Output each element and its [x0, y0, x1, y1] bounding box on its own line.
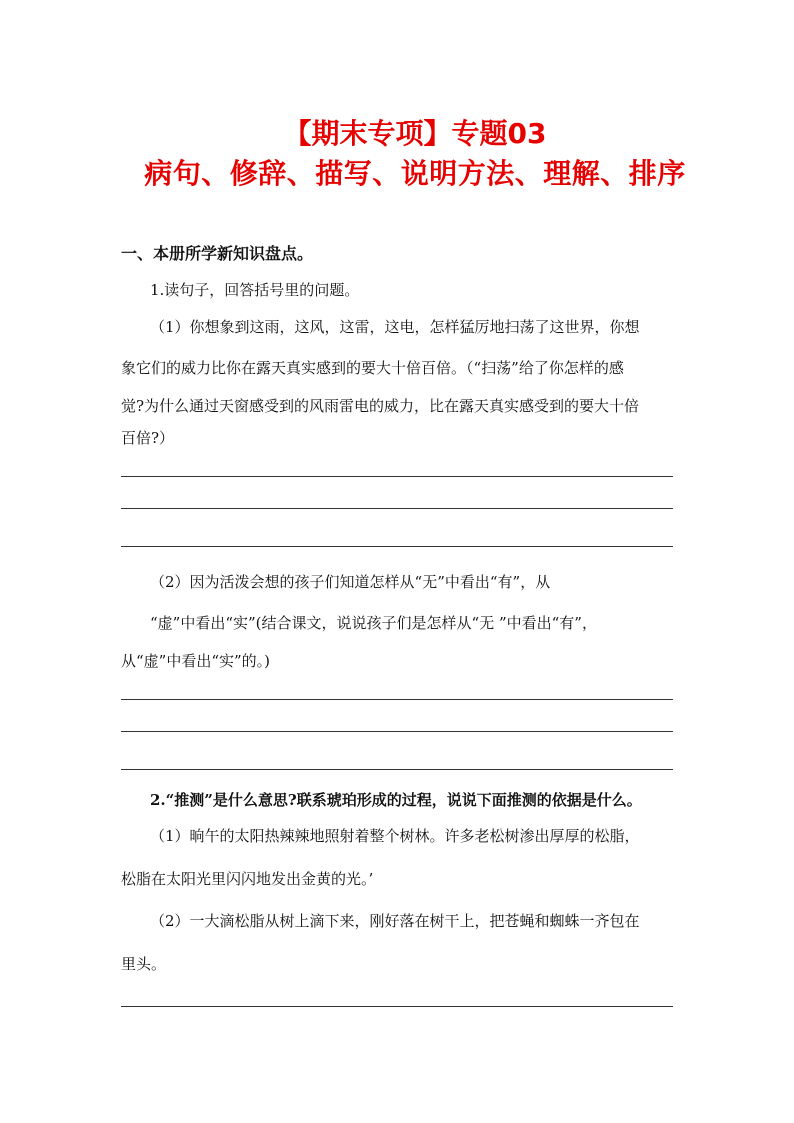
q2-part1-line: 松脂在太阳光里闪闪地发出金黄的光。’ [121, 870, 374, 888]
q2-part2-line: （2）一大滴松脂从树上滴下来，刚好落在树干上，把苍蝇和蜘蛛一齐包在 [150, 912, 640, 930]
answer-line[interactable] [121, 508, 673, 509]
section-heading: 一、本册所学新知识盘点。 [121, 244, 314, 263]
answer-line[interactable] [121, 546, 673, 547]
answer-line[interactable] [121, 699, 673, 700]
q2-part2-line: 里头。 [121, 955, 167, 973]
q1-part2-line: 从“虚”中看出“实”的。) [121, 652, 271, 670]
answer-line[interactable] [121, 769, 673, 770]
q1-part1-line: 象它们的威力比你在露天真实感到的要大十倍百倍。（“扫荡”给了你怎样的感 [121, 359, 624, 377]
question-1-prompt: 1.读句子，回答括号里的问题。 [150, 281, 360, 299]
q1-part2-line: “虚”中看出“实”(结合课文，说说孩子们是怎样从“无 ”中看出“有”， [150, 614, 597, 632]
q1-part1-line: 百倍?） [121, 429, 175, 447]
q2-part1-line: （1）晌午的太阳热辣辣地照射着整个树林。许多老松树渗出厚厚的松脂， [150, 827, 640, 845]
page-subtitle: 病句、修辞、描写、说明方法、理解、排序 [144, 157, 686, 190]
q1-part1-line: （1）你想象到这雨，这风，这雷，这电，怎样猛厉地扫荡了这世界，你想 [150, 318, 640, 336]
page-title: 【期末专项】专题03 [283, 117, 547, 150]
answer-line[interactable] [121, 476, 673, 477]
q1-part1-line: 觉?为什么通过天窗感受到的风雨雷电的威力，比在露天真实感受到的要大十倍 [121, 397, 640, 415]
q1-part2-line: （2）因为活泼会想的孩子们知道怎样从“无”中看出“有”，从 [150, 573, 551, 591]
answer-line[interactable] [121, 731, 673, 732]
answer-line[interactable] [121, 1006, 673, 1007]
question-2-prompt: 2.“推测”是什么意思?联系琥珀形成的过程，说说下面推测的依据是什么。 [150, 791, 642, 809]
